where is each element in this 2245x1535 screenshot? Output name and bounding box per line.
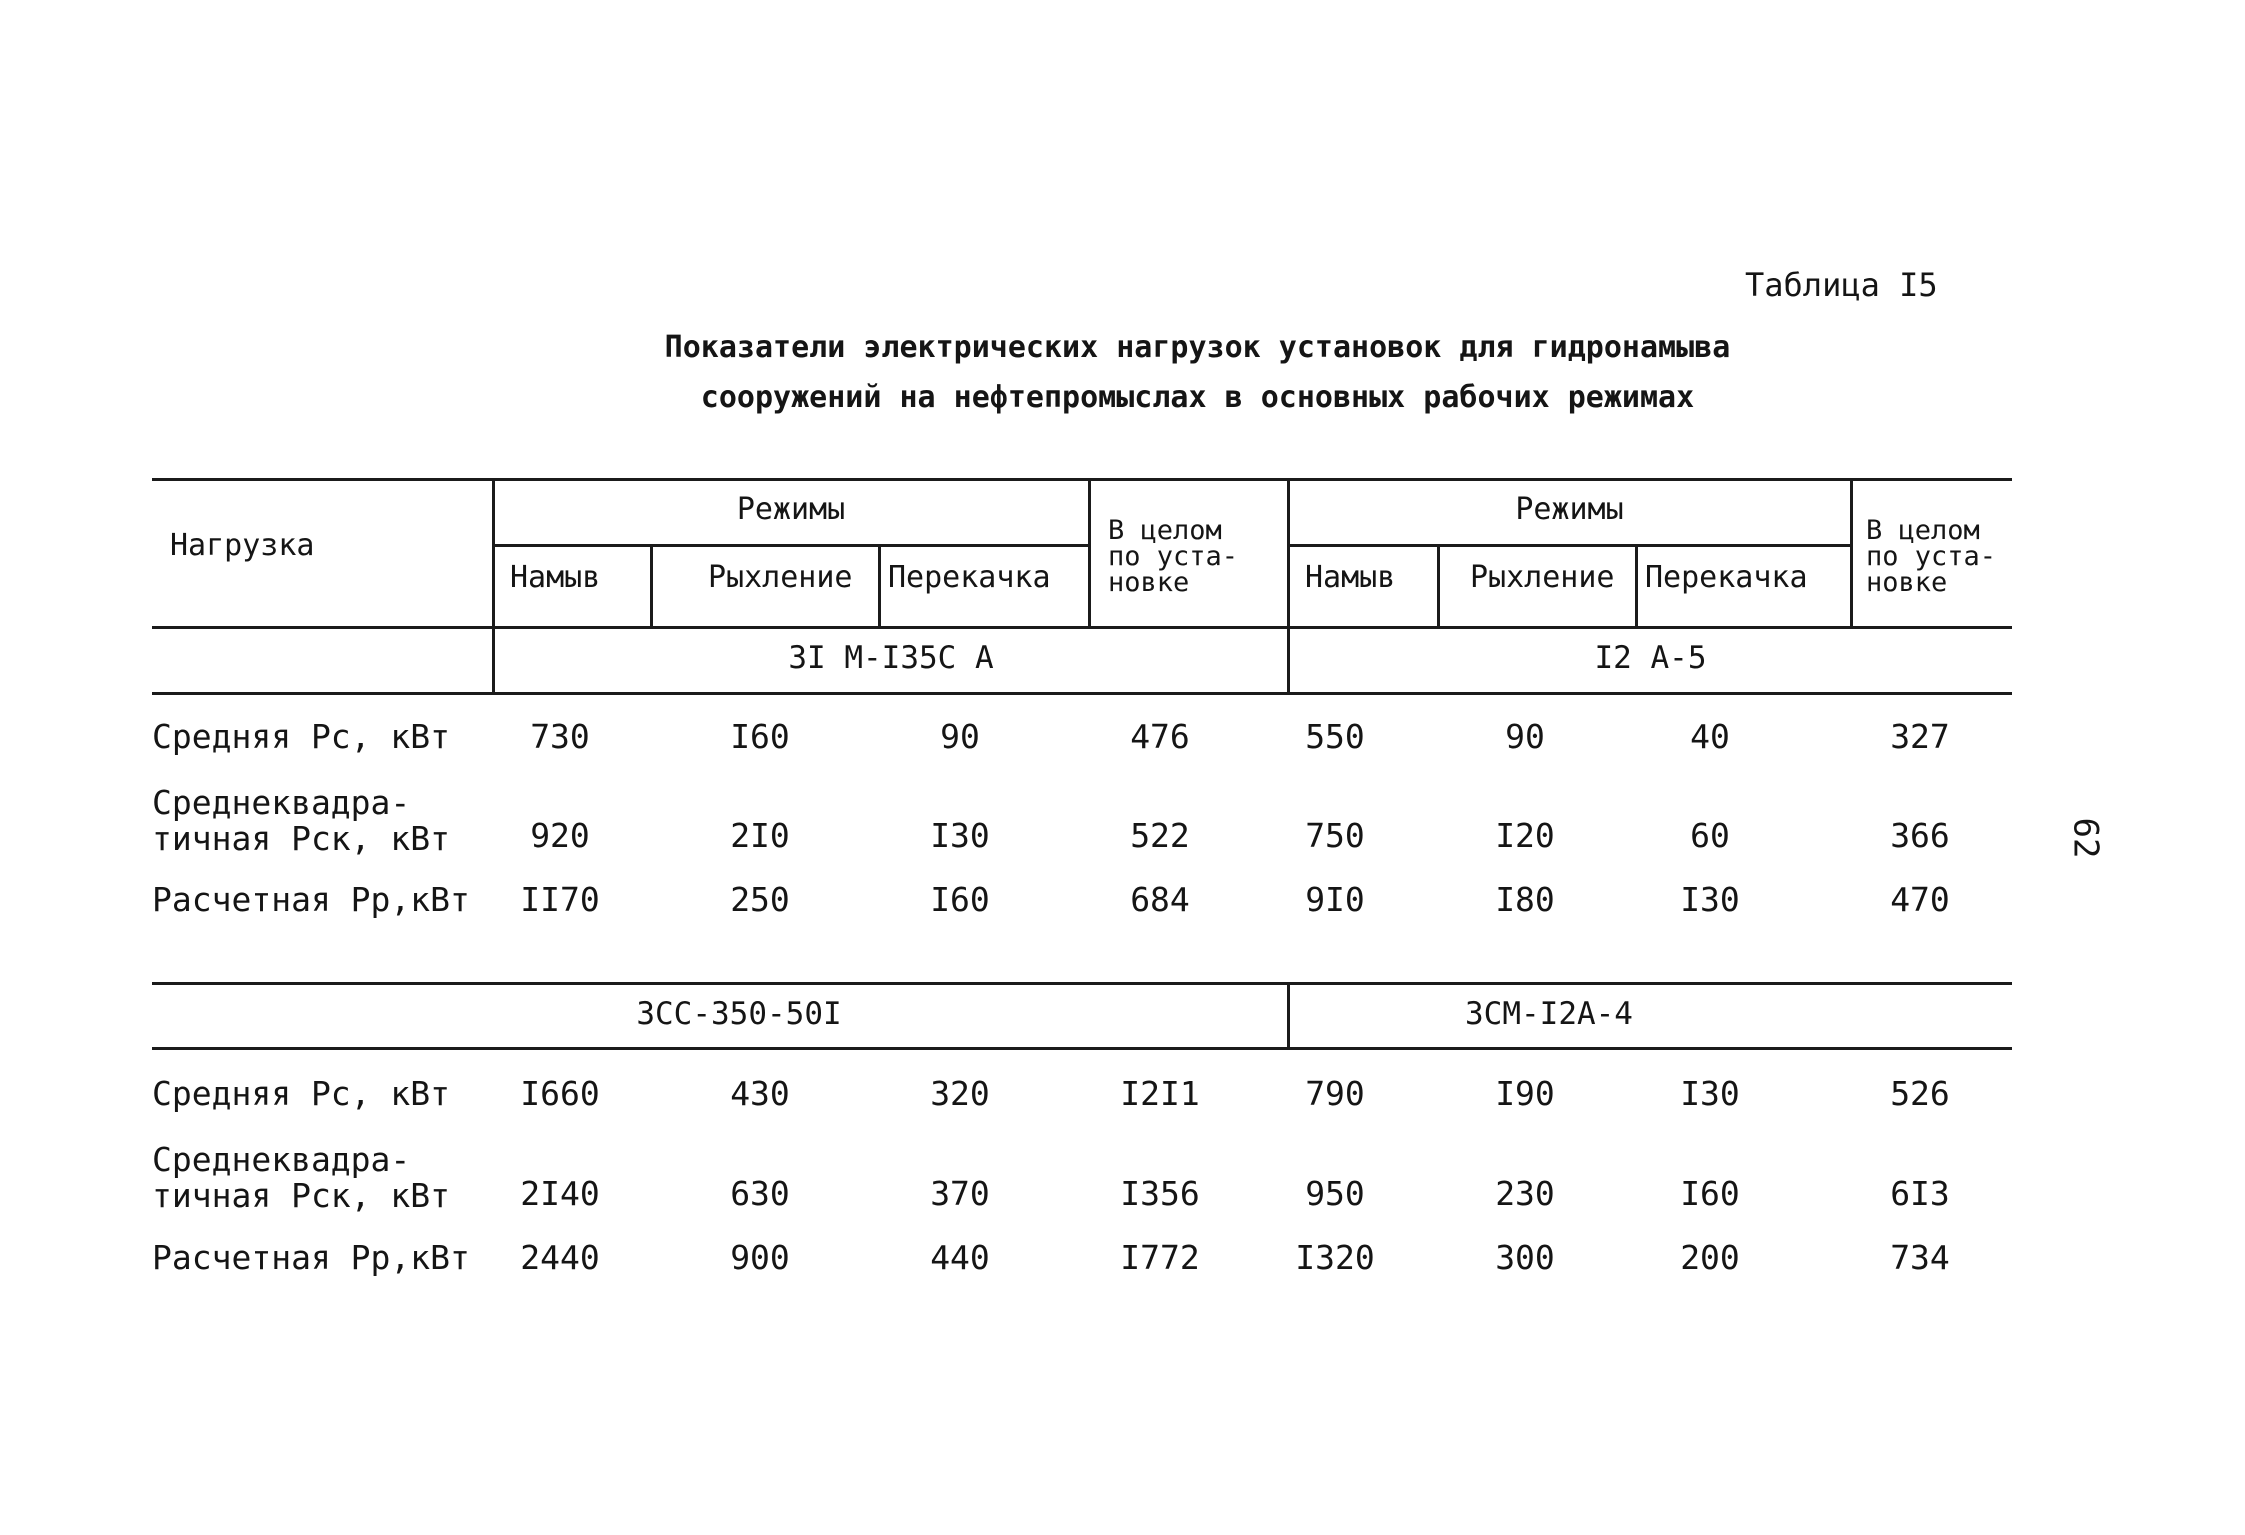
table-cell: 750 [1305,816,1365,855]
table-cell: 366 [1890,816,1950,855]
table-cell: 2I0 [730,816,790,855]
table-cell: 320 [930,1074,990,1113]
table-cell: 470 [1890,880,1950,919]
row-label: Расчетная Рр,кВт [152,880,470,919]
section1-unit-right: I2 А-5 [1594,640,1707,676]
section1-unit-left: 3I М-I35С А [788,640,994,676]
table-cell: I30 [1680,880,1740,919]
row-label: Расчетная Рр,кВт [152,1238,470,1277]
header-load: Нагрузка [170,528,315,563]
table-cell: II70 [520,880,600,919]
table-cell: 2440 [520,1238,600,1277]
table-cell: 6I3 [1890,1174,1950,1213]
row-label: Средняя Рс, кВт [152,717,451,756]
table-number: Таблица I5 [1745,266,1938,304]
table-cell: 920 [530,816,590,855]
table-cell: 90 [940,717,980,756]
table-cell: I60 [930,880,990,919]
header-mode-loosening-left: Рыхление [708,560,853,595]
header-modes-right: Режимы [1515,492,1624,527]
table-cell: I30 [930,816,990,855]
header-mode-pumping-left: Перекачка [888,560,1051,595]
table-cell: I60 [730,717,790,756]
table-cell: 370 [930,1174,990,1213]
header-total-right: В целом по уста- новке [1866,515,1997,598]
table-cell: 550 [1305,717,1365,756]
table-cell: 40 [1690,717,1730,756]
row-label: Среднеквадра- тичная Рск, кВт [152,783,451,858]
table-cell: 526 [1890,1074,1950,1113]
table-cell: I80 [1495,880,1555,919]
table-cell: I772 [1120,1238,1200,1277]
table-cell: I90 [1495,1074,1555,1113]
table-cell: 90 [1505,717,1545,756]
table-cell: 440 [930,1238,990,1277]
table-cell: 900 [730,1238,790,1277]
table-cell: I320 [1295,1238,1375,1277]
page-number: 62 [2065,817,2106,859]
section2-unit-right: 3СМ-I2А-4 [1465,996,1633,1032]
table-cell: I356 [1120,1174,1200,1213]
table-cell: 630 [730,1174,790,1213]
table-cell: 200 [1680,1238,1740,1277]
table-cell: I60 [1680,1174,1740,1213]
header-mode-loosening-right: Рыхление [1470,560,1615,595]
table-cell: 2I40 [520,1174,600,1213]
table-cell: 430 [730,1074,790,1113]
section2-unit-left: 3СС-350-50I [636,996,842,1032]
header-modes-left: Режимы [736,492,846,527]
row-label: Среднеквадра- тичная Рск, кВт [152,1140,451,1215]
table-cell: I20 [1495,816,1555,855]
table-cell: 300 [1495,1238,1555,1277]
table-cell: 327 [1890,717,1950,756]
table-cell: 9I0 [1305,880,1365,919]
table-cell: 790 [1305,1074,1365,1113]
table-cell: 60 [1690,816,1730,855]
header-mode-pumping-right: Перекачка [1645,560,1808,595]
table-cell: I660 [520,1074,600,1113]
table-cell: I30 [1680,1074,1740,1113]
header-mode-washing-right: Намыв [1305,560,1396,595]
header-mode-washing-left: Намыв [510,560,601,595]
table-title-line-1: Показатели электрических нагрузок установок для гидронамыва [664,330,1731,365]
row-label: Средняя Рс, кВт [152,1074,451,1113]
table-cell: 950 [1305,1174,1365,1213]
table-cell: I2I1 [1120,1074,1200,1113]
table-cell: 250 [730,880,790,919]
table-cell: 476 [1130,717,1190,756]
table-cell: 734 [1890,1238,1950,1277]
table-cell: 522 [1130,816,1190,855]
table-cell: 230 [1495,1174,1555,1213]
table-title-line-2: сооружений на нефтепромыслах в основных рабочих режимах [700,380,1695,415]
table-cell: 684 [1130,880,1190,919]
header-total-left: В целом по уста- новке [1108,515,1239,598]
table-cell: 730 [530,717,590,756]
